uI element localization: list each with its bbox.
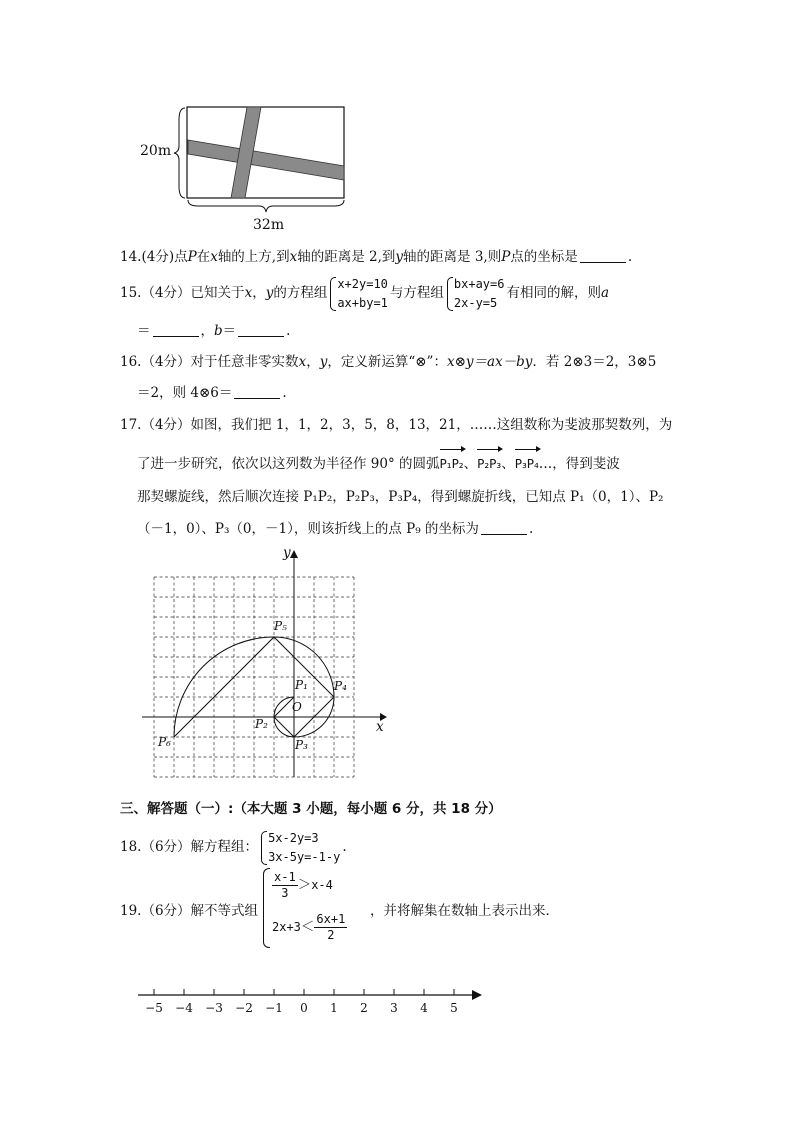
y-axis-arrow: [290, 550, 298, 558]
question-17-line2: 了进一步研究，依次以这列数为半径作 90° 的圆弧P₁P₂、P₂P₃、P₃P₄…，得到斐波: [137, 446, 620, 476]
number-line-tick-label: 0: [300, 1001, 308, 1015]
question-16-line2: ＝2，则 4⊗6＝ .: [137, 385, 287, 401]
number-line-tick-label: 3: [390, 1001, 398, 1015]
equation-system-2: bx+ay=6 2x-y=5: [446, 275, 505, 313]
question-16-line1: 16.（4分）对于任意非零实数x，y，定义新运算“⊗”：x⊗y＝ax－by．若 2⊗3＝2，3⊗5: [120, 354, 657, 370]
number-line-tick-label: 1: [330, 1001, 338, 1015]
origin-label: O: [292, 700, 302, 714]
y-axis-label: y: [283, 545, 291, 561]
number-line-tick-label: 5: [450, 1001, 458, 1015]
road-figure: [135, 100, 365, 235]
width-label: 32m: [253, 217, 285, 233]
inequality-2: 2x+3＜ $\frac{6x+1}{2}$: [272, 912, 346, 942]
question-17-line1: 17.（4分）如图，我们把 1，1，2，3，5，8，13，21，……这组数称为斐波那契数列，为: [120, 417, 673, 433]
width-brace: [188, 200, 344, 212]
x-axis-label: x: [376, 719, 384, 735]
height-brace: [174, 108, 185, 198]
answer-blank[interactable]: [153, 322, 199, 337]
answer-blank[interactable]: [481, 520, 527, 535]
height-label: 20m: [140, 143, 172, 159]
point-p2-label: P₂: [255, 717, 268, 731]
inequality-1: $\frac{x-1}{3}$ ＞x-4: [274, 870, 333, 900]
arc-p1p2: P₁P₂: [440, 446, 464, 476]
question-17-line4: （－1，0）、P₃（0，－1），则该折线上的点 P₉ 的坐标为 .: [137, 521, 534, 537]
number-line-tick-label: −4: [175, 1001, 193, 1015]
number-line-arrow: [472, 990, 482, 1000]
section-3-heading: 三、解答题（一）:（本大题 3 小题，每小题 6 分，共 18 分）: [120, 801, 502, 817]
question-14: 14.(4分)点P在x轴的上方,到x轴的距离是 2,到y轴的距离是 3,则P点的坐标是 .: [120, 249, 633, 265]
fibonacci-spiral-figure: [140, 545, 400, 785]
point-p5-label: P₅: [274, 619, 287, 633]
question-17-line3: 那契螺旋线，然后顺次连接 P₁P₂，P₂P₃，P₃P₄，得到螺旋折线，已知点 P₁（0，1）、P₂: [137, 489, 664, 505]
fibonacci-spiral-svg: [140, 545, 400, 785]
point-p1-label: P₁: [295, 678, 308, 692]
number-line-ticks: [154, 989, 454, 995]
number-line-labels: [130, 1001, 490, 1021]
question-15-line2: ＝ ，b＝ .: [137, 323, 291, 339]
number-line-tick-label: −1: [265, 1001, 283, 1015]
number-line: [130, 985, 490, 1025]
arc-p3p4: P₃P₄: [515, 446, 539, 476]
question-18: 18.（6分）解方程组： 5x-2y=3 3x-5y=-1-y .: [120, 827, 347, 867]
answer-blank[interactable]: [580, 248, 626, 263]
equation-system-q18: 5x-2y=3 3x-5y=-1-y: [260, 829, 340, 867]
answer-blank[interactable]: [238, 322, 284, 337]
equation-system-1: x+2y=10 ax+by=1: [329, 275, 388, 313]
road-figure-svg: [135, 100, 365, 235]
number-line-tick-label: −3: [205, 1001, 223, 1015]
dashed-grid: [154, 577, 354, 777]
point-p3-label: P₃: [295, 738, 308, 752]
point-p4-label: P₄: [334, 679, 347, 693]
answer-blank[interactable]: [234, 384, 280, 399]
question-15-line1: 15.（4分）已知关于x，y的方程组 x+2y=10 ax+by=1 与方程组 bx+ay=6 2x-y=5 有相同的解，则a: [120, 273, 609, 313]
point-p6-label: P₆: [158, 735, 171, 749]
number-line-tick-label: 4: [420, 1001, 428, 1015]
number-line-tick-label: −5: [145, 1001, 163, 1015]
arc-p2p3: P₂P₃: [477, 446, 501, 476]
inequality-brace: [263, 868, 270, 948]
number-line-tick-label: 2: [360, 1001, 368, 1015]
number-line-tick-label: −2: [235, 1001, 253, 1015]
